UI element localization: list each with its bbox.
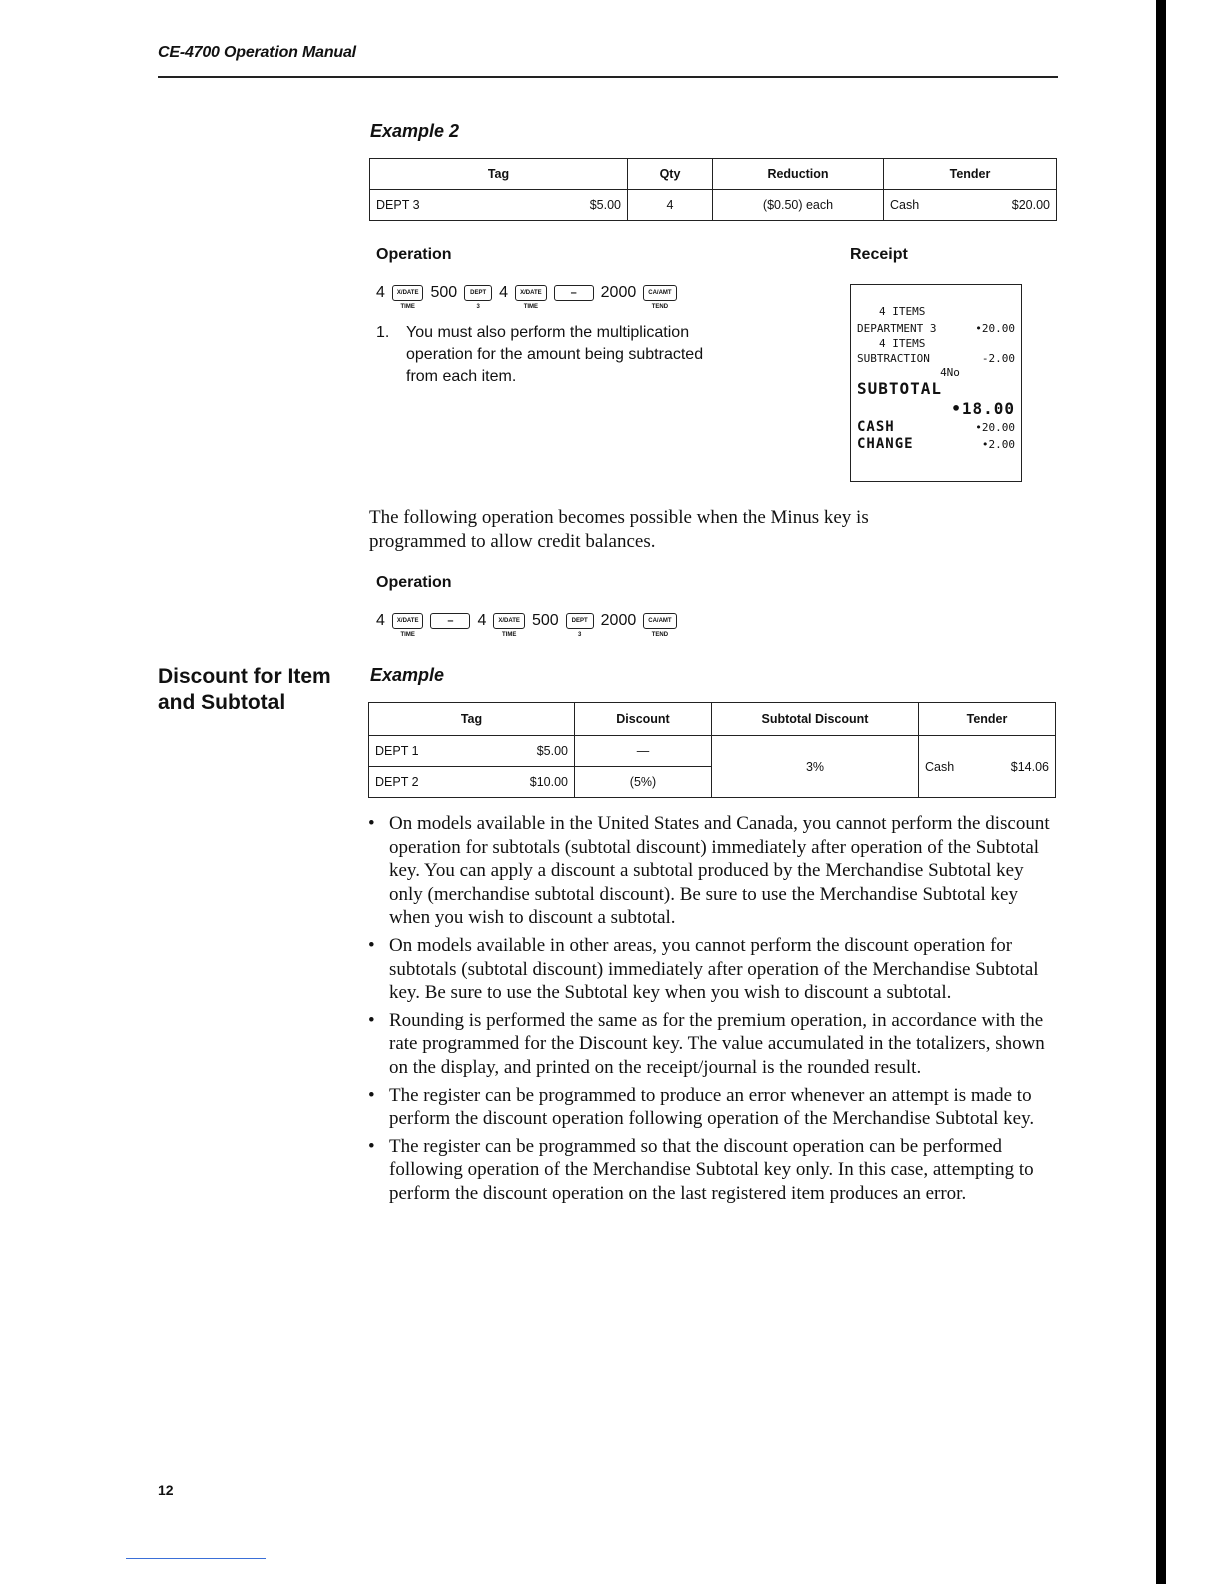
section-heading-line-1: Discount for Item [158,665,331,688]
list-item: • On models available in other areas, you cannot perform the discount operation for subtotals (subtotal discount) immediately after operation of the Merchandise Subtotal key. Be sure to use the Subtotal key when you wish to discount a subtotal. [366,934,1056,1005]
receipt-line-subtraction [851,350,1021,367]
multiply-date-time-key-icon: X/DATE TIME [392,613,424,629]
tender-label: Cash [925,759,955,774]
sequence-value: 500 [430,284,458,301]
receipt-line-cash [851,419,1021,436]
tender-amount: $20.00 [1011,198,1050,212]
col-header-tender: Tender [884,159,1057,190]
section-heading-line-2: and Subtotal [158,691,286,714]
receipt-subtotal-label: SUBTOTAL [857,379,943,398]
receipt-line-change [851,436,1021,453]
multiply-date-time-key-icon: X/DATE TIME [392,285,424,301]
tag-label: DEPT 1 [375,744,419,758]
scan-edge-shadow [1156,0,1166,1584]
table-row [370,190,1057,221]
receipt-change-label: CHANGE [857,436,914,452]
col-header-subtotal-discount: Subtotal Discount [712,703,919,736]
tender-label: Cash [890,198,920,212]
tag-amount: $5.00 [536,744,568,758]
key-sequence-2 [376,612,677,638]
footer-rule [126,1558,266,1559]
receipt-line-items: 4 ITEMS [879,305,926,318]
list-item: • The register can be programmed so that the discount operation can be performed following operation of the Merchandise Subtotal key only. In this case, attempting to perform the discount operation on the last registered item produces an error. [366,1135,1056,1206]
receipt [850,284,1022,482]
receipt-dept-value: •20.00 [975,322,1015,335]
cell-tender [884,190,1057,221]
sequence-value: 4 [499,284,509,301]
table-row [369,736,1056,767]
sequence-value: 4 [477,612,487,629]
sequence-value: 4 [376,612,385,629]
receipt-line-count: 4No [940,366,960,379]
note-text: You must also perform the multiplication operation for the amount being subtracted from each item. [406,324,704,385]
note-number: 1. [376,324,390,341]
dept-3-key-icon: DEPT 3 [464,285,492,301]
receipt-dept-label: DEPARTMENT 3 [857,322,937,335]
discount-bullet-list [366,812,1056,1210]
page-number: 12 [158,1482,174,1498]
sequence-value: 2000 [600,612,637,629]
list-item: • The register can be programmed to produce an error whenever an attempt is made to perform the discount operation following operation of the Merchandise Subtotal key. [366,1084,1056,1131]
operation-label: Operation [376,246,452,263]
col-header-qty: Qty [628,159,713,190]
receipt-cash-value: •20.00 [975,421,1015,434]
discount-table [368,702,1056,798]
col-header-reduction: Reduction [713,159,884,190]
cell-tag [369,767,575,798]
multiply-date-time-key-icon: X/DATE TIME [515,285,547,301]
list-item: • Rounding is performed the same as for the premium operation, in accordance with the rate programmed for the Discount key. The value accumulated in the totalizers, shown on the display, and printed on the receipt/journal is the rounded result. [366,1009,1056,1080]
cell-tag [369,736,575,767]
cell-tag [370,190,628,221]
receipt-cash-label: CASH [857,419,895,435]
tag-amount: $5.00 [589,198,621,212]
tender-amount: $14.06 [1010,759,1049,774]
minus-key-paragraph: The following operation becomes possible when the Minus key is programmed to allow credit balances. [369,507,869,552]
col-header-tender: Tender [919,703,1056,736]
sequence-value: 4 [376,284,385,301]
tag-label: DEPT 2 [375,775,419,789]
cell-tender [919,736,1056,798]
ca-amt-tend-key-icon: CA/AMT TEND [643,613,676,629]
receipt-label: Receipt [850,246,908,263]
receipt-sub-value: -2.00 [981,352,1015,365]
note-1 [376,322,736,388]
header-rule [158,76,1058,78]
cell-discount: — [575,736,712,767]
receipt-subtotal-value: •18.00 [951,399,1015,418]
dept-3-key-icon: DEPT 3 [566,613,594,629]
sequence-value: 2000 [600,284,637,301]
example-2-title: Example 2 [370,121,460,141]
cell-qty: 4 [628,190,713,221]
sequence-value: 500 [531,612,559,629]
receipt-change-value: •2.00 [981,438,1015,451]
col-header-tag: Tag [369,703,575,736]
cell-discount: (5%) [575,767,712,798]
tag-amount: $10.00 [529,775,568,789]
minus-key-icon: – [554,285,594,301]
ca-amt-tend-key-icon: CA/AMT TEND [643,285,676,301]
operation-label-2: Operation [376,574,452,591]
page-header-title: CE-4700 Operation Manual [158,44,356,61]
list-item: • On models available in the United States and Canada, you cannot perform the discount operation for subtotals (subtotal discount) immediately after operation of the Subtotal key. You can apply a discount a subtotal produced by the Merchandise Subtotal key only (merchandise subtotal discount). Be sure to use the Merchandise Subtotal key when you wish to discount a subtotal. [366,812,1056,930]
col-header-discount: Discount [575,703,712,736]
section-heading [158,664,331,716]
tag-label: DEPT 3 [376,198,420,212]
minus-key-icon: – [430,613,470,629]
example-title: Example [370,665,445,685]
col-header-tag: Tag [370,159,628,190]
receipt-line-items-2: 4 ITEMS [879,337,926,350]
receipt-sub-label: SUBTRACTION [857,352,930,365]
key-sequence-1 [376,284,677,310]
multiply-date-time-key-icon: X/DATE TIME [493,613,525,629]
example-2-table [369,158,1057,221]
receipt-line-dept [851,320,1021,337]
cell-reduction: ($0.50) each [713,190,884,221]
cell-subtotal-discount: 3% [712,736,919,798]
